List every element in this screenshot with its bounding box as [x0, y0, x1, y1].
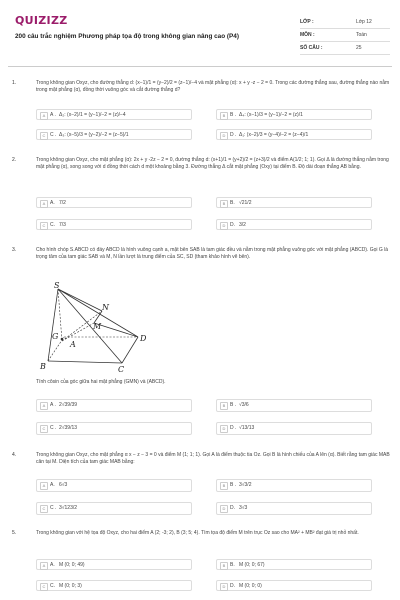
option-value: √21/2	[239, 200, 252, 206]
option-d[interactable]	[216, 422, 372, 435]
option-value: Δ₄: (x−1)/3 = (y−1)/−2 = (z)/1	[239, 112, 303, 118]
option-letter: C .	[50, 132, 57, 138]
option-badge: D	[220, 425, 228, 433]
meta-row-class	[300, 16, 390, 29]
option-a[interactable]	[36, 109, 192, 120]
figure-label-a: A	[70, 340, 76, 349]
option-value: 7/3	[59, 222, 66, 228]
option-badge: C	[40, 425, 48, 433]
option-badge: C	[40, 132, 48, 140]
option-a[interactable]	[36, 479, 192, 492]
option-value: M (0; 0; 67)	[239, 562, 265, 568]
question-number: 5.	[12, 530, 17, 536]
option-b[interactable]	[216, 399, 372, 412]
question-subtext: Tính côsin của góc giữa hai mặt phẳng (GMN) và (ABCD).	[36, 379, 166, 385]
option-letter: C .	[50, 505, 57, 511]
question-text: Cho hình chóp S.ABCD có đáy ABCD là hình vuông cạnh a, mặt bên SAB là tam giác đều và nằm trong mặt phẳng vuông góc với mặt phẳng (ABCD). Gọi G là trọng tâm của tam giác SAB và M, N lần lượt là trung điểm của SC, SD (tham khảo hình vẽ bên).	[36, 247, 389, 260]
figure-label-n: N	[102, 303, 109, 312]
option-c[interactable]	[36, 129, 192, 140]
page-header	[0, 0, 400, 62]
option-value: 6√3	[59, 482, 68, 488]
option-value: M (0; 0; 3)	[59, 583, 82, 589]
option-letter: D .	[230, 132, 237, 138]
meta-row-count	[300, 42, 390, 55]
option-d[interactable]	[216, 502, 372, 515]
option-badge: A	[40, 402, 48, 410]
option-value: √3/6	[239, 402, 249, 408]
option-badge: B	[220, 482, 228, 490]
meta-value: Toán	[356, 32, 367, 38]
option-b[interactable]	[216, 479, 372, 492]
option-value: 2√39/13	[59, 425, 78, 431]
option-a[interactable]	[36, 399, 192, 412]
option-letter: D.	[230, 222, 235, 228]
option-value: Δ₂: (x−2)/1 = (y−1)/−2 = (z)/−4	[59, 112, 126, 118]
option-letter: A.	[50, 200, 55, 206]
option-value: 3/2	[239, 222, 246, 228]
option-value: 3√3/2	[239, 482, 252, 488]
option-badge: A	[40, 562, 48, 570]
option-badge: D	[220, 583, 228, 591]
option-badge: A	[40, 200, 48, 208]
header-divider	[8, 66, 392, 67]
option-badge: C	[40, 583, 48, 591]
figure-label-s: S	[54, 281, 60, 290]
option-value: √13/13	[239, 425, 255, 431]
option-c[interactable]	[36, 422, 192, 435]
option-b[interactable]	[216, 109, 372, 120]
option-letter: B.	[230, 200, 235, 206]
option-value: Δ₁: (x−2)/3 = (y−4)/−2 = (z−4)/1	[239, 132, 309, 138]
option-letter: B .	[230, 402, 237, 408]
option-letter: B.	[230, 562, 235, 568]
option-b[interactable]	[216, 559, 372, 570]
option-d[interactable]	[216, 219, 372, 230]
option-c[interactable]	[36, 502, 192, 515]
option-value: M (0; 0; 0)	[239, 583, 262, 589]
option-value: 3√123/2	[59, 505, 78, 511]
option-badge: B	[220, 402, 228, 410]
option-value: 3√3	[239, 505, 248, 511]
meta-value: Lớp 12	[356, 19, 372, 25]
option-letter: B .	[230, 482, 237, 488]
option-badge: C	[40, 222, 48, 230]
option-c[interactable]	[36, 580, 192, 591]
option-letter: C .	[50, 425, 57, 431]
figure-label-b: B	[40, 362, 46, 371]
option-a[interactable]	[36, 197, 192, 208]
option-b[interactable]	[216, 197, 372, 208]
question-number: 4.	[12, 452, 17, 458]
pyramid-figure	[34, 281, 154, 373]
meta-label: LỚP :	[300, 19, 314, 25]
question-number: 2.	[12, 157, 17, 163]
option-letter: D.	[230, 505, 235, 511]
question-text: Trong không gian Oxyz, cho mặt phẳng (α): 2x + y -2z − 2 = 0, đường thẳng d: (x+1)/1 = (y+2)/2 = (z+3)/2 và điểm A(1/2; 1; 1). Gọi Δ là đường thẳng nằm trong mặt phẳng (α), song song với d đồng thời cách d một khoảng bằng 3. Đường thẳng Δ cắt mặt phẳng (Oxy) tại điểm B. Độ dài đoạn thẳng AB bằng.	[36, 157, 389, 170]
option-letter: A.	[50, 562, 55, 568]
option-letter: D.	[230, 583, 235, 589]
option-d[interactable]	[216, 129, 372, 140]
option-a[interactable]	[36, 559, 192, 570]
option-letter: A .	[50, 402, 56, 408]
option-letter: C.	[50, 583, 55, 589]
meta-label: MÔN :	[300, 32, 315, 38]
option-badge: B	[220, 112, 228, 120]
figure-label-d: D	[140, 334, 147, 343]
option-badge: B	[220, 200, 228, 208]
question-number: 3.	[12, 247, 17, 253]
option-badge: D	[220, 505, 228, 513]
option-badge: D	[220, 222, 228, 230]
option-value: 7/2	[59, 200, 66, 206]
meta-value: 25	[356, 45, 362, 51]
option-letter: A .	[50, 112, 56, 118]
option-badge: C	[40, 505, 48, 513]
meta-row-subject	[300, 29, 390, 42]
option-d[interactable]	[216, 580, 372, 591]
option-letter: B .	[230, 112, 237, 118]
figure-label-m: M	[93, 322, 102, 331]
option-badge: A	[40, 112, 48, 120]
question-text: Trong không gian Oxyz, cho mặt phẳng α x − z − 3 = 0 và điểm M (1; 1; 1). Gọi A là điểm thuộc tia Oz. Gọi B là hình chiếu của A lên (α). Biết rằng tam giác MAB cân tại M. Diện tích của tam giác MAB bằng:	[36, 452, 390, 465]
option-letter: D .	[230, 425, 237, 431]
option-badge: B	[220, 562, 228, 570]
question-text: Trong không gian Oxyz, cho đường thẳng d: (x−1)/1 = (y−2)/2 = (z−1)/−4 và mặt phẳng (α): x + y -z − 2 = 0. Trong các đường thẳng sau, đường thẳng nào nằm trong mặt phẳng (α), đồng thời vuông góc và cắt đường thẳng d?	[36, 80, 390, 93]
option-value: Δ₃: (x−5)/3 = (y−2)/−2 = (z−5)/1	[59, 132, 129, 138]
document-title: 200 câu trắc nghiệm Phương pháp tọa độ trong không gian nâng cao (P4)	[15, 33, 239, 40]
option-badge: D	[220, 132, 228, 140]
question-number: 1.	[12, 80, 17, 86]
quizizz-logo: QUIZIZZ	[15, 14, 68, 27]
option-letter: C.	[50, 222, 55, 228]
option-badge: A	[40, 482, 48, 490]
figure-label-c: C	[118, 365, 125, 373]
figure-label-g: G	[52, 332, 59, 341]
option-letter: A.	[50, 482, 55, 488]
meta-label: SỐ CÂU :	[300, 45, 323, 51]
option-value: 2√39/39	[59, 402, 78, 408]
meta-table	[300, 16, 390, 55]
option-c[interactable]	[36, 219, 192, 230]
question-text: Trong không gian với hệ tọa độ Oxyz, cho hai điểm A (2; -3; 2), B (3; 5; 4). Tìm tọa độ điểm M trên trục Oz sao cho MA² + MB² đạt giá trị nhỏ nhất.	[36, 530, 359, 536]
option-value: M (0; 0; 49)	[59, 562, 85, 568]
